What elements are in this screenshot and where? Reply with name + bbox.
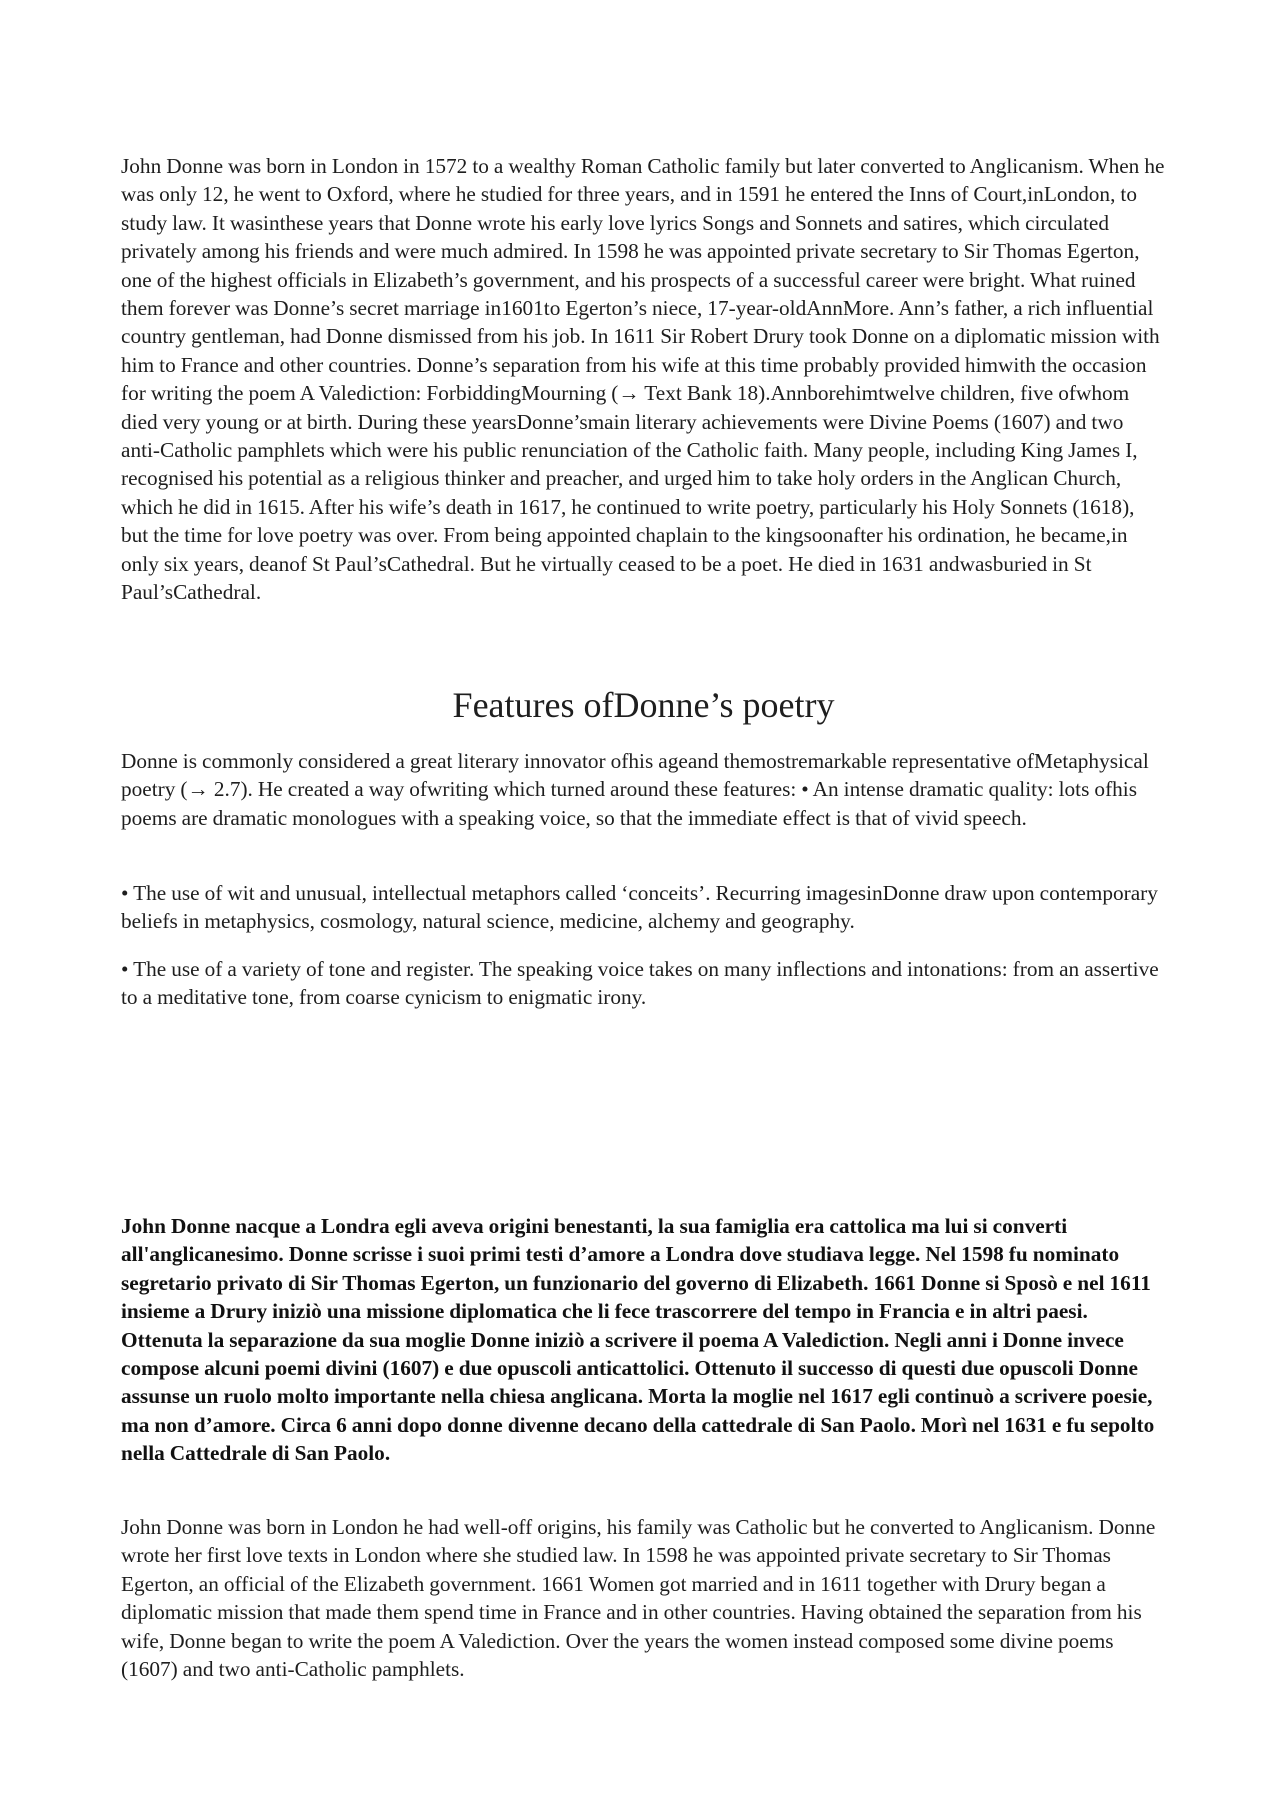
feature-wit-paragraph: • The use of wit and unusual, intellectual metaphors called ‘conceits’. Recurring imagesinDonne draw upon contemporary beliefs in metaphysics, cosmology, natural science, medicine, alchemy and geography. xyxy=(121,881,1158,934)
biography-paragraph: John Donne was born in London in 1572 to a wealthy Roman Catholic family but later converted to Anglicanism. When he was only 12, he went to Oxford, where he studied for three years, and in 1591 he entered the Inns of Court,inLondon, to study law. It wasinthese years that Donne wrote his early love lyrics Songs and Sonnets and satires, which circulated privately among his friends and were much admired. In 1598 he was appointed private secretary to Sir Thomas Egerton, one of the highest officials in Elizabeth’s government, and his prospects of a successful career were bright. What ruined them forever was Donne’s secret marriage in1601to Egerton’s niece, 17-year-oldAnnMore. Ann’s father, a rich influential country gentleman, had Donne dismissed from his job. In 1611 Sir Robert Drury took Donne on a diplomatic mission with him to France and other countries. Donne’s separation from his wife at this time probably provided himwith the occasion for writing the poem A Valediction: ForbiddingMourning (→ Text Bank 18).Annborehimtwelve children, five ofwhom died very young or at birth. During these yearsDonne’smain literary achievements were Divine Poems (1607) and two anti-Catholic pamphlets which were his public renunciation of the Catholic faith. Many people, including King James I, recognised his potential as a religious thinker and preacher, and urged him to take holy orders in the Anglican Church, which he did in 1615. After his wife’s death in 1617, he continued to write poetry, particularly his Holy Sonnets (1618), but the time for love poetry was over. From being appointed chaplain to the kingsoonafter his ordination, he became,in only six years, deanof St Paul’sCathedral. But he virtually ceased to be a poet. He died in 1631 andwasburied in St Paul’sCathedral. xyxy=(121,154,1165,605)
feature-tone-paragraph: • The use of a variety of tone and register. The speaking voice takes on many inflections and intonations: from an assertive to a meditative tone, from coarse cynicism to enigmatic irony. xyxy=(121,957,1159,1010)
features-heading: Features ofDonne’s poetry xyxy=(452,685,835,725)
english-translation-paragraph: John Donne was born in London he had well-off origins, his family was Catholic but he converted to Anglicanism. Donne wrote her first love texts in London where she studied law. In 1598 he was appointed private secretary to Sir Thomas Egerton, an official of the Elizabeth government. 1661 Women got married and in 1611 together with Drury began a diplomatic mission that made them spend time in France and in other countries. Having obtained the separation from his wife, Donne began to write the poem A Valediction. Over the years the women instead composed some divine poems (1607) and two anti-Catholic pamphlets. xyxy=(121,1515,1156,1682)
italian-summary-paragraph: John Donne nacque a Londra egli aveva origini benestanti, la sua famiglia era cattolica ma lui si converti all'anglicanesimo. Donne scrisse i suoi primi testi d’amore a Londra dove studiava legge. Nel 1598 fu nominato segretario privato di Sir Thomas Egerton, un funzionario del governo di Elizabeth. 1661 Donne si Sposò e nel 1611 insieme a Drury iniziò una missione diplomatica che li fece trascorrere del tempo in Francia e in altri paesi. Ottenuta la separazione da sua moglie Donne iniziò a scrivere il poema A Valediction. Negli anni i Donne invece compose alcuni poemi divini (1607) e due opuscoli anticattolici. Ottenuto il successo di questi due opuscoli Donne assunse un ruolo molto importante nella chiesa anglicana. Morta la moglie nel 1617 egli continuò a scrivere poesie, ma non d’amore. Circa 6 anni dopo donne divenne decano della cattedrale di San Paolo. Morì nel 1631 e fu sepolto nella Cattedrale di San Paolo. xyxy=(121,1214,1155,1466)
features-intro-paragraph: Donne is commonly considered a great literary innovator ofhis ageand themostremarkable representative ofMetaphysical poetry (→ 2.7). He created a way ofwriting which turned around these features: • An intense dramatic quality: lots ofhis poems are dramatic monologues with a speaking voice, so that the immediate effect is that of vivid speech. xyxy=(121,749,1149,830)
